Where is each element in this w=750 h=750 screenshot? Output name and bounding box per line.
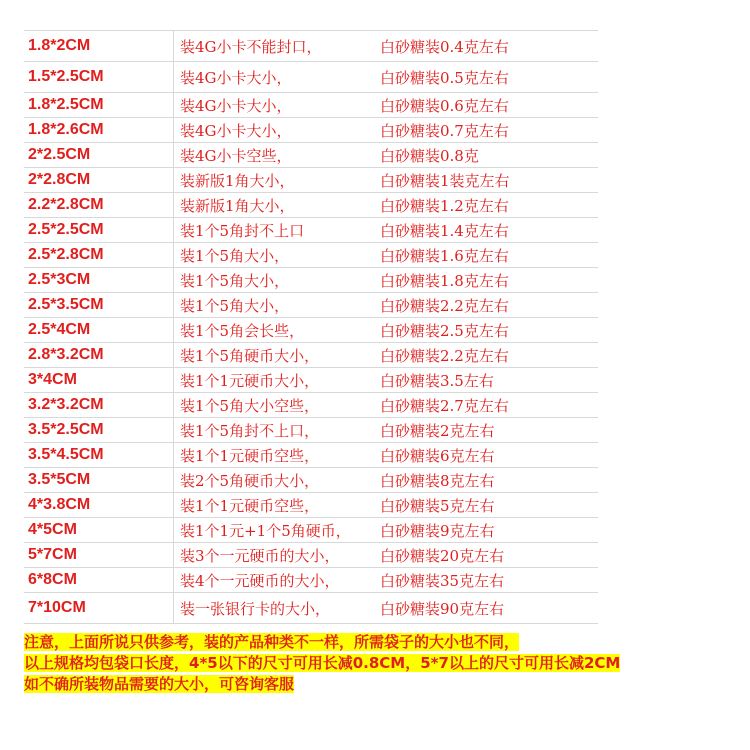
- usage-text: 装新版1角大小，: [180, 171, 295, 190]
- usage-text: 装1个5角会长些，: [180, 321, 305, 340]
- bag-size: 1.5*2.5CM: [24, 62, 174, 92]
- table-row: [24, 218, 598, 243]
- bag-description: [174, 493, 598, 517]
- usage-text: 装1个5角封不上口，: [180, 421, 320, 440]
- notice-line-1: 注意，上面所说只供参考，装的产品种类不一样，所需袋子的大小也不同，: [24, 633, 520, 651]
- table-row: [24, 593, 598, 624]
- sugar-capacity-text: 白砂糖装20克左右: [380, 546, 505, 565]
- usage-text: 装1个5角大小，: [180, 271, 290, 290]
- bag-size: 6*8CM: [24, 568, 174, 592]
- table-row: [24, 93, 598, 118]
- table-row: [24, 31, 598, 62]
- sugar-capacity-text: 白砂糖装2.2克左右: [380, 296, 509, 315]
- usage-text: 装1个1元+1个5角硬币，: [180, 521, 351, 540]
- table-row: [24, 293, 598, 318]
- bag-description: [174, 118, 598, 142]
- bag-description: [174, 143, 598, 167]
- usage-text: 装1个5角封不上口: [180, 221, 305, 240]
- bag-size: 2.8*3.2CM: [24, 343, 174, 367]
- bag-description: [174, 62, 598, 92]
- sugar-capacity-text: 白砂糖装2克左右: [380, 421, 495, 440]
- sugar-capacity-text: 白砂糖装5克左右: [380, 496, 495, 515]
- bag-size: 3.2*3.2CM: [24, 393, 174, 417]
- bag-size: 4*3.8CM: [24, 493, 174, 517]
- sugar-capacity-text: 白砂糖装1.4克左右: [380, 221, 509, 240]
- bag-description: [174, 343, 598, 367]
- bag-size: 2.2*2.8CM: [24, 193, 174, 217]
- sugar-capacity-text: 白砂糖装0.7克左右: [380, 121, 509, 140]
- usage-text: 装4G小卡空些，: [180, 146, 292, 165]
- table-row: [24, 62, 598, 93]
- size-table: [24, 30, 598, 624]
- table-row: [24, 393, 598, 418]
- bag-description: [174, 168, 598, 192]
- table-row: [24, 168, 598, 193]
- bag-size: 2.5*2.8CM: [24, 243, 174, 267]
- sugar-capacity-text: 白砂糖装2.2克左右: [380, 346, 509, 365]
- bag-description: [174, 543, 598, 567]
- table-row: [24, 118, 598, 143]
- usage-text: 装1个1元硬币空些，: [180, 446, 320, 465]
- bag-description: [174, 518, 598, 542]
- bag-size: 4*5CM: [24, 518, 174, 542]
- usage-text: 装1个1元硬币空些，: [180, 496, 320, 515]
- sugar-capacity-text: 白砂糖装90克左右: [380, 599, 505, 618]
- bag-description: [174, 93, 598, 117]
- usage-text: 装1个5角大小空些，: [180, 396, 320, 415]
- bag-description: [174, 568, 598, 592]
- bag-description: [174, 468, 598, 492]
- bag-size: 3.5*2.5CM: [24, 418, 174, 442]
- sugar-capacity-text: 白砂糖装0.6克左右: [380, 96, 509, 115]
- usage-text: 装1个5角硬币大小，: [180, 346, 320, 365]
- sugar-capacity-text: 白砂糖装35克左右: [380, 571, 505, 590]
- bag-description: [174, 418, 598, 442]
- table-row: [24, 543, 598, 568]
- table-row: [24, 193, 598, 218]
- bag-size: 1.8*2.6CM: [24, 118, 174, 142]
- table-row: [24, 143, 598, 168]
- bag-description: [174, 293, 598, 317]
- bag-description: [174, 318, 598, 342]
- bag-description: [174, 393, 598, 417]
- table-row: [24, 443, 598, 468]
- bag-size: 3.5*4.5CM: [24, 443, 174, 467]
- bag-description: [174, 31, 598, 61]
- usage-text: 装4G小卡不能封口，: [180, 37, 322, 56]
- bag-description: [174, 268, 598, 292]
- table-row: [24, 243, 598, 268]
- sugar-capacity-text: 白砂糖装1.8克左右: [380, 271, 509, 290]
- usage-text: 装4G小卡大小，: [180, 68, 292, 87]
- sugar-capacity-text: 白砂糖装9克左右: [380, 521, 495, 540]
- sugar-capacity-text: 白砂糖装1.2克左右: [380, 196, 509, 215]
- notice: [24, 632, 740, 695]
- bag-size: 3.5*5CM: [24, 468, 174, 492]
- notice-line-2: 以上规格均包袋口长度，4*5以下的尺寸可用长减0.8CM，5*7以上的尺寸可用长减2CM: [24, 654, 621, 672]
- sugar-capacity-text: 白砂糖装6克左右: [380, 446, 495, 465]
- bag-size: 2*2.8CM: [24, 168, 174, 192]
- bag-description: [174, 243, 598, 267]
- sugar-capacity-text: 白砂糖装0.4克左右: [380, 37, 509, 56]
- usage-text: 装4个一元硬币的大小，: [180, 571, 340, 590]
- bag-size: 1.8*2CM: [24, 31, 174, 61]
- table-row: [24, 468, 598, 493]
- bag-size: 2*2.5CM: [24, 143, 174, 167]
- bag-size: 5*7CM: [24, 543, 174, 567]
- bag-description: [174, 368, 598, 392]
- usage-text: 装一张银行卡的大小，: [180, 599, 331, 618]
- usage-text: 装1个1元硬币大小，: [180, 371, 320, 390]
- usage-text: 装2个5角硬币大小，: [180, 471, 320, 490]
- sugar-capacity-text: 白砂糖装8克左右: [380, 471, 495, 490]
- bag-size: 2.5*3.5CM: [24, 293, 174, 317]
- sugar-capacity-text: 白砂糖装0.5克左右: [380, 68, 509, 87]
- sugar-capacity-text: 白砂糖装1装克左右: [380, 171, 510, 190]
- table-row: [24, 493, 598, 518]
- table-row: [24, 568, 598, 593]
- bag-description: [174, 218, 598, 242]
- bag-size: 2.5*2.5CM: [24, 218, 174, 242]
- bag-size: 1.8*2.5CM: [24, 93, 174, 117]
- usage-text: 装4G小卡大小，: [180, 121, 292, 140]
- sugar-capacity-text: 白砂糖装2.5克左右: [380, 321, 509, 340]
- table-row: [24, 318, 598, 343]
- bag-size: 2.5*4CM: [24, 318, 174, 342]
- notice-line-3: 如不确所装物品需要的大小，可咨询客服: [24, 675, 295, 693]
- table-row: [24, 418, 598, 443]
- sugar-capacity-text: 白砂糖装1.6克左右: [380, 246, 509, 265]
- table-row: [24, 268, 598, 293]
- usage-text: 装3个一元硬币的大小，: [180, 546, 340, 565]
- bag-size: 2.5*3CM: [24, 268, 174, 292]
- bag-size: 3*4CM: [24, 368, 174, 392]
- bag-description: [174, 443, 598, 467]
- usage-text: 装4G小卡大小，: [180, 96, 292, 115]
- table-row: [24, 343, 598, 368]
- sugar-capacity-text: 白砂糖装2.7克左右: [380, 396, 509, 415]
- bag-description: [174, 593, 598, 623]
- bag-size: 7*10CM: [24, 593, 174, 623]
- table-row: [24, 518, 598, 543]
- usage-text: 装1个5角大小，: [180, 246, 290, 265]
- usage-text: 装1个5角大小，: [180, 296, 290, 315]
- table-row: [24, 368, 598, 393]
- sugar-capacity-text: 白砂糖装0.8克: [380, 146, 479, 165]
- usage-text: 装新版1角大小，: [180, 196, 295, 215]
- bag-description: [174, 193, 598, 217]
- sugar-capacity-text: 白砂糖装3.5左右: [380, 371, 494, 390]
